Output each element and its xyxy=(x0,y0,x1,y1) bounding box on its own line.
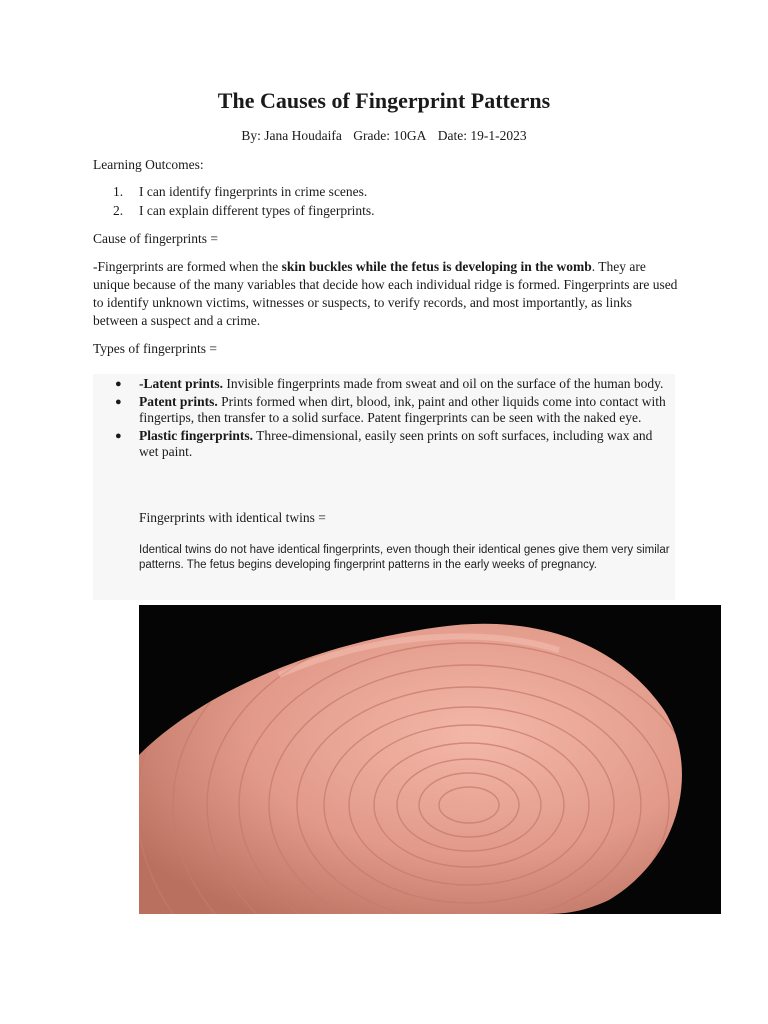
list-item xyxy=(113,394,675,427)
twins-heading: Fingerprints with identical twins = xyxy=(139,510,326,525)
list-number: 2. xyxy=(113,203,124,218)
byline xyxy=(0,128,768,144)
cause-text-end: . They are unique because of the many variables that decide how each individual ridge is formed. Fingerprints are used to identify unknown victims, witnesses or suspects, to verify records, and most importantly, as links between a suspect and a crime. xyxy=(93,259,678,328)
cause-text-bold: skin buckles while the fetus is developing in the womb xyxy=(281,259,592,274)
twins-paragraph: Identical twins do not have identical fingerprints, even though their identical genes give them very similar patterns. The fetus begins developing fingerprint patterns in the early weeks of pregnancy. xyxy=(139,544,670,571)
type-name: Patent prints. xyxy=(139,393,218,409)
list-item xyxy=(113,201,375,220)
types-list xyxy=(113,376,675,462)
grade-label: Grade: 10GA xyxy=(353,128,427,143)
fingertip-illustration xyxy=(139,605,721,914)
type-name: Plastic fingerprints. xyxy=(139,427,253,443)
bullet-icon: ● xyxy=(115,395,122,408)
learning-outcomes-list xyxy=(113,182,375,220)
bullet-icon: ● xyxy=(115,429,122,442)
cause-heading: Cause of fingerprints = xyxy=(93,231,218,246)
page-title: The Causes of Fingerprint Patterns xyxy=(217,88,551,113)
type-description: Invisible fingerprints made from sweat and oil on the surface of the human body. xyxy=(223,376,664,391)
cause-paragraph xyxy=(93,258,678,330)
list-item-text: I can explain different types of fingerprints. xyxy=(139,203,375,218)
list-item-text: I can identify fingerprints in crime scenes. xyxy=(139,184,368,199)
cause-text-start: -Fingerprints are formed when the xyxy=(93,259,282,274)
fingertip-photo xyxy=(139,605,721,914)
type-description: Prints formed when dirt, blood, ink, paint and other liquids come into contact with fingertips, then transfer to a solid surface. Patent fingerprints can be seen with the naked eye. xyxy=(139,393,666,425)
list-item xyxy=(113,428,675,461)
list-item xyxy=(113,376,675,393)
types-heading: Types of fingerprints = xyxy=(93,341,218,356)
author-label: By: Jana Houdaifa xyxy=(241,128,342,143)
learning-outcomes-heading: Learning Outcomes: xyxy=(93,157,204,172)
type-name: -Latent prints. xyxy=(139,376,223,391)
type-description: Three-dimensional, easily seen prints on soft surfaces, including wax and wet paint. xyxy=(139,427,653,459)
bullet-icon: ● xyxy=(115,378,122,390)
date-label: Date: 19-1-2023 xyxy=(437,128,527,143)
list-item xyxy=(113,182,375,201)
list-number: 1. xyxy=(113,184,124,199)
